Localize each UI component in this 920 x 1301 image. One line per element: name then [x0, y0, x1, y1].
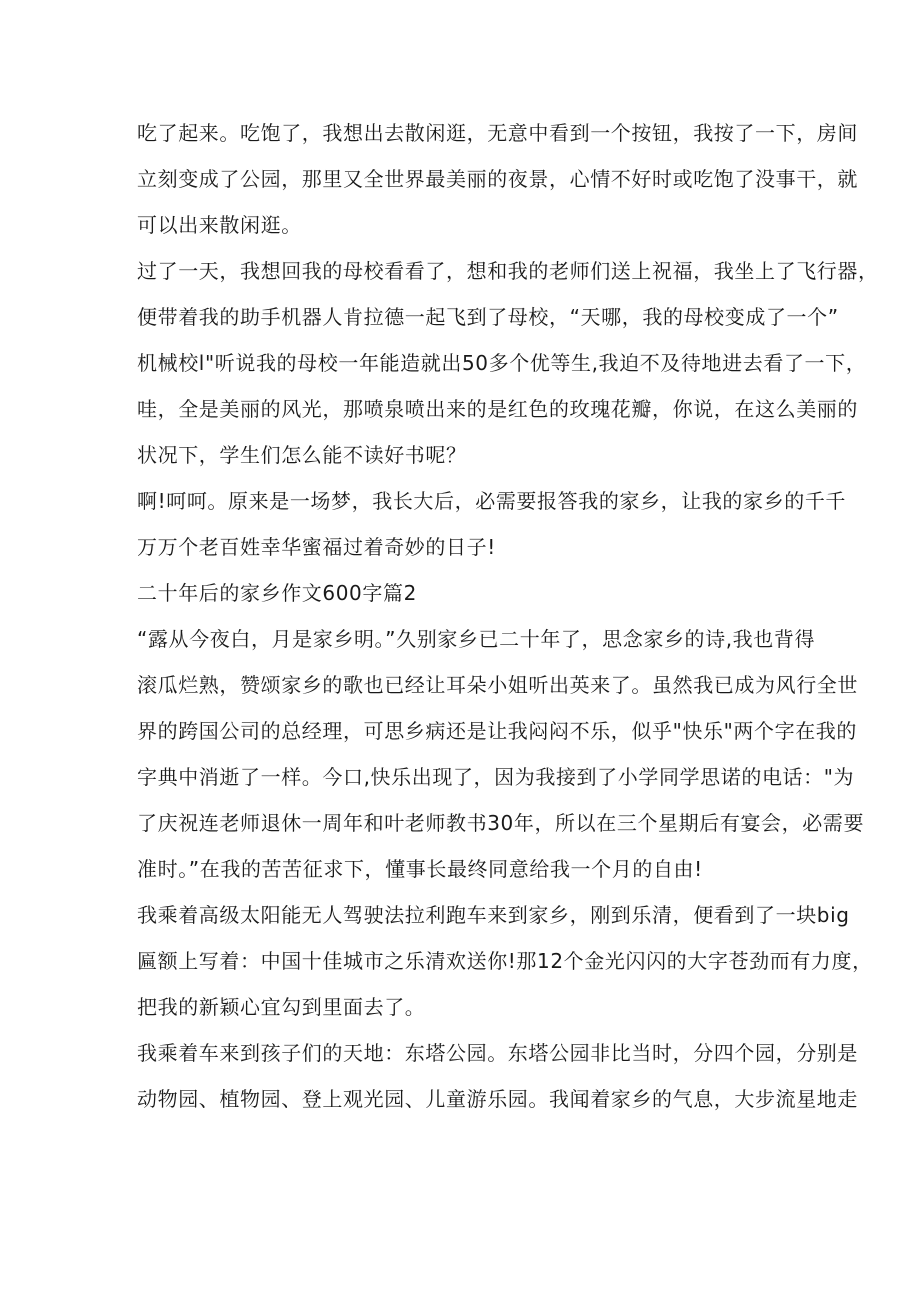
text-line-22: 动物园、植物园、登上观光园、儿童游乐园。我闻着家乡的气息，大步流星地走 [137, 1087, 858, 1111]
text-line-1: 吃了起来。吃饱了，我想出去散闲逛，无意中看到一个按钮，我按了一下，房间 [137, 121, 858, 145]
text-line-20: 把我的新颖心宜勾到里面去了。 [137, 995, 426, 1019]
text-line-18: 我乘着高级太阳能无人驾驶法拉利跑车来到家乡，刚到乐清，便看到了一块big [137, 903, 850, 927]
text-line-21: 我乘着车来到孩子们的天地：东塔公园。东塔公园非比当时，分四个园，分别是 [137, 1041, 858, 1065]
text-line-13: 滚瓜烂熟，赞颂家乡的歌也已经让耳朵小姐听出英来了。虽然我已成为风行全世 [137, 673, 858, 697]
text-line-6: 机械校l"听说我的母校一年能造就出50多个优等生,我迫不及待地进去看了一下， [137, 351, 867, 375]
text-line-12: “露从今夜白，月是家乡明。”久别家乡已二十年了，思念家乡的诗,我也背得 [137, 627, 816, 651]
text-line-19: 匾额上写着：中国十佳城市之乐清欢送你!那12个金光闪闪的大字苍劲而有力度， [137, 949, 873, 973]
text-line-9: 啊!呵呵。原来是一场梦，我长大后，必需要报答我的家乡，让我的家乡的千千 [137, 489, 847, 513]
section-heading: 二十年后的家乡作文600字篇2 [137, 581, 417, 605]
text-line-7: 哇，全是美丽的风光，那喷泉喷出来的是红色的玫瑰花瓣，你说，在这么美丽的 [137, 397, 858, 421]
text-line-2: 立刻变成了公园，那里又全世界最美丽的夜景，心情不好时或吃饱了没事干，就 [137, 167, 858, 191]
text-line-15: 字典中消逝了一样。今口,快乐出现了，因为我接到了小学同学思诺的电话："为 [137, 765, 855, 789]
text-line-4: 过了一天，我想回我的母校看看了，想和我的老师们送上祝福，我坐上了飞行器， [137, 259, 879, 283]
document-body [137, 113, 879, 1125]
text-line-14: 界的跨国公司的总经理，可思乡病还是让我闷闷不乐，似乎"快乐"两个字在我的 [137, 719, 857, 743]
text-line-8: 状况下，学生们怎么能不读好书呢？ [137, 443, 467, 467]
text-line-5: 便带着我的助手机器人肯拉德一起飞到了母校，“天哪，我的母校变成了一个” [137, 305, 839, 329]
text-line-3: 可以出来散闲逛。 [137, 213, 302, 237]
text-line-17: 准时。”在我的苦苦征求下，懂事长最终同意给我一个月的自由! [137, 857, 703, 881]
text-line-10: 万万个老百姓幸华蜜福过着奇妙的日子! [137, 535, 496, 559]
text-line-16: 了庆祝连老师退休一周年和叶老师教书30年，所以在三个星期后有宴会，必需要 [137, 811, 865, 835]
